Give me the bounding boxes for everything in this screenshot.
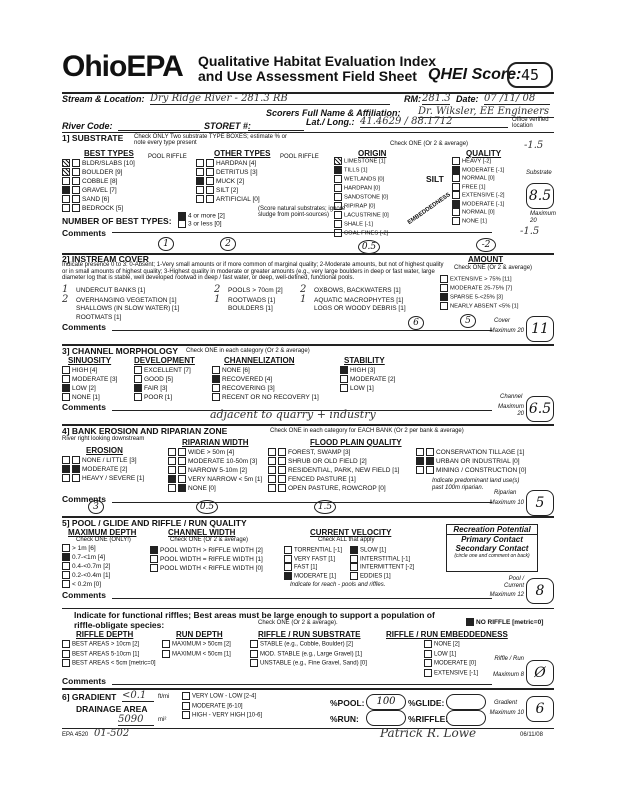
- erosion-header: EROSION: [86, 446, 123, 455]
- list-item[interactable]: OPEN PASTURE, ROWCROP [0]: [268, 484, 400, 493]
- list-item[interactable]: COAL FINES [-2]: [334, 229, 389, 238]
- riffle-section-title: Indicate for functional riffles; Best areas must be large enough to support a population of riffle-obligate species:: [74, 610, 435, 630]
- riparian-side-label: Riparian: [494, 490, 517, 496]
- no-riffle-option[interactable]: NO RIFFLE [metric=0]: [466, 618, 543, 627]
- drainage-area-unit: mi²: [158, 717, 167, 723]
- list-item[interactable]: LOW [1]: [340, 384, 395, 393]
- list-item[interactable]: NONE [6]: [212, 366, 319, 375]
- cover-right-list: [300, 286, 406, 314]
- riparian-width-header: RIPARIAN WIDTH: [182, 438, 249, 447]
- list-item[interactable]: 0.7-<1m [4]: [62, 553, 110, 562]
- latlong-label: Lat./ Long.:: [306, 117, 355, 127]
- list-item[interactable]: 3 or less [0]: [178, 220, 225, 228]
- list-item[interactable]: BLDR/SLABS [10]: [62, 159, 135, 168]
- list-item[interactable]: FAIR [3]: [134, 384, 191, 393]
- riffle-substrate-list: [250, 640, 367, 669]
- current-velocity-note-2: Indicate for reach - pools and riffles.: [290, 582, 386, 588]
- list-item[interactable]: SAND [6]: [62, 195, 135, 204]
- list-item[interactable]: RECENT OR NO RECOVERY [1]: [212, 393, 319, 402]
- run-pct-label: %RUN:: [330, 714, 359, 724]
- list-item[interactable]: 2 OVERHANGING VEGETATION [1]: [62, 293, 177, 305]
- gradient-list: [182, 692, 262, 721]
- list-item[interactable]: HIGH [4]: [62, 366, 117, 375]
- best-types-list: [62, 159, 135, 213]
- list-item[interactable]: BOULDER [9]: [62, 168, 135, 177]
- list-item[interactable]: EDDIES [1]: [350, 572, 414, 581]
- list-item[interactable]: MINING / CONSTRUCTION [0]: [416, 466, 526, 475]
- list-item[interactable]: 2 OXBOWS, BACKWATERS [1]: [300, 284, 401, 295]
- glide-pct-label: %GLIDE:: [408, 698, 445, 708]
- riffle-comments-label: Comments: [62, 676, 106, 686]
- river-code-label: River Code:: [62, 121, 113, 131]
- list-item[interactable]: 1 AQUATIC MACROPHYTES [1]: [300, 293, 404, 305]
- info-divider: [62, 132, 554, 133]
- form-code-handwritten: 01-502: [94, 728, 130, 739]
- list-item[interactable]: COBBLE [8]: [62, 177, 135, 186]
- list-item[interactable]: MODERATE [2]: [340, 375, 395, 384]
- max-depth-header: MAXIMUM DEPTH: [68, 528, 137, 537]
- riffle-pct-label: %RIFFLE:: [408, 714, 449, 724]
- list-item[interactable]: 1 ROOTWADS [1]: [214, 293, 276, 305]
- list-item[interactable]: NONE [1]: [62, 393, 117, 402]
- list-item[interactable]: WETLANDS [0]: [334, 175, 389, 184]
- list-item[interactable]: 0.4-<0.7m [2]: [62, 562, 110, 571]
- list-item[interactable]: VERY FAST [1]: [284, 555, 342, 564]
- riffle-check-note: Check ONE (Or 2 & average).: [258, 620, 338, 626]
- list-item[interactable]: LOW [2]: [62, 384, 117, 393]
- list-item[interactable]: WIDE > 50m [4]: [168, 448, 262, 457]
- cover-comments-label: Comments: [62, 322, 106, 332]
- riffle-max: Maximum 8: [492, 672, 524, 678]
- run-pct-box[interactable]: [366, 710, 406, 726]
- number-best-types-label: NUMBER OF BEST TYPES:: [62, 216, 172, 226]
- epa-form-number: EPA 4520: [62, 732, 89, 738]
- gradient-unit: ft/mi: [158, 694, 170, 700]
- amount-header: AMOUNT: [468, 255, 504, 264]
- list-item[interactable]: HARDPAN [0]: [334, 184, 389, 193]
- list-item[interactable]: SHRUB OR OLD FIELD [2]: [268, 457, 400, 466]
- current-velocity-list-2: [350, 546, 414, 580]
- list-item[interactable]: FENCED PASTURE [1]: [268, 475, 400, 484]
- riparian-score-box[interactable]: 5: [526, 490, 554, 516]
- pool-riffle-header-2: POOL RIFFLE: [280, 154, 319, 160]
- list-item[interactable]: > 1m [6]: [62, 544, 110, 553]
- quality-handwritten: -1.5: [524, 140, 544, 151]
- list-item[interactable]: URBAN OR INDUSTRIAL [0]: [416, 457, 526, 466]
- list-item[interactable]: INTERMITTENT [-2]: [350, 563, 414, 572]
- substrate-comments-field[interactable]: [112, 232, 492, 233]
- list-item[interactable]: SLOW [1]: [350, 546, 414, 555]
- recreation-title: Recreation Potential: [447, 525, 537, 535]
- riparian-list: [168, 448, 262, 493]
- riffle-depth-header: RIFFLE DEPTH: [76, 630, 134, 639]
- list-item[interactable]: LOW [1]: [424, 650, 478, 660]
- riffle-embeddedness-list: [424, 640, 478, 678]
- gradient-max: Maximum 10: [489, 710, 524, 716]
- substrate-handwritten-adjust: -1.5: [520, 226, 540, 237]
- list-item[interactable]: TILLS [1]: [334, 166, 389, 175]
- list-item[interactable]: 1 UNDERCUT BANKS [1]: [62, 284, 146, 295]
- river-right-note: River right looking downstream: [62, 436, 145, 442]
- best-types-header: BEST TYPES: [84, 149, 134, 158]
- list-item[interactable]: MUCK [2]: [196, 177, 260, 186]
- channel-side-label: Channel: [500, 394, 523, 400]
- current-velocity-header: CURRENT VELOCITY: [310, 528, 392, 537]
- channel-max: Maximum 20: [497, 404, 524, 417]
- riparian-max: Maximum 10: [489, 500, 524, 506]
- list-item[interactable]: FAST [1]: [284, 563, 342, 572]
- list-item[interactable]: SILT [2]: [196, 186, 260, 195]
- list-item[interactable]: 4 or more [2]: [178, 212, 225, 220]
- amount-list: [440, 275, 518, 311]
- gradient-side-label: Gradient: [494, 700, 518, 706]
- list-item[interactable]: POOL WIDTH > RIFFLE WIDTH [2]: [150, 546, 263, 555]
- sinuosity-list: [62, 366, 117, 402]
- gradient-divider: [62, 728, 554, 729]
- erosion-list: [62, 456, 144, 483]
- list-item[interactable]: NORMAL [0]: [452, 174, 505, 183]
- run-depth-header: RUN DEPTH: [176, 630, 223, 639]
- list-item[interactable]: MODERATE 10-50m [3]: [168, 457, 262, 466]
- riffle-comments-field[interactable]: [112, 684, 492, 685]
- max-depth-list: [62, 544, 110, 589]
- other-types-header: OTHER TYPES: [214, 149, 271, 158]
- origin-list: [334, 157, 389, 238]
- pool-pct-label: %POOL:: [330, 698, 365, 708]
- list-item[interactable]: HEAVY / SEVERE [1]: [62, 474, 144, 483]
- flood-plain-header: FLOOD PLAIN QUALITY: [310, 438, 402, 447]
- sludge-note: (Score natural substrates; ignore sludge from point-sources): [258, 206, 346, 218]
- cover-left-list: [62, 286, 179, 322]
- max-depth-note: Check ONE (ONLY!): [76, 537, 131, 543]
- substrate-check-one: Check ONE (Or 2 & average): [390, 141, 469, 147]
- list-item[interactable]: EXTENSIVE [-1]: [424, 669, 478, 679]
- pool-score-box[interactable]: 8: [526, 578, 554, 604]
- list-item[interactable]: STABLE (e.g., Cobble, Boulder) [2]: [250, 640, 367, 650]
- substrate-max: Maximum 20: [530, 211, 557, 224]
- channelization-list: [212, 366, 319, 402]
- list-item[interactable]: BEDROCK [5]: [62, 204, 135, 213]
- cover-score-box[interactable]: 11: [526, 316, 554, 342]
- list-item[interactable]: EXCELLENT [7]: [134, 366, 191, 375]
- stream-location-label: Stream & Location:: [62, 94, 145, 104]
- list-item[interactable]: NARROW 5-10m [2]: [168, 466, 262, 475]
- cover-side-label: Cover: [494, 318, 511, 324]
- list-item[interactable]: ARTIFICIAL [0]: [196, 195, 260, 204]
- list-item[interactable]: TORRENTIAL [-1]: [284, 546, 342, 555]
- list-item[interactable]: BOULDERS [1]: [228, 305, 273, 312]
- list-item[interactable]: SHALLOWS (IN SLOW WATER) [1]: [76, 305, 180, 312]
- list-item[interactable]: BEST AREAS < 5cm [metric=0]: [62, 659, 156, 669]
- development-list: [134, 366, 191, 402]
- rm-field[interactable]: 281.3: [422, 93, 451, 104]
- list-item[interactable]: MODERATE 25-75% [7]: [440, 284, 518, 293]
- channel-width-list: [150, 546, 263, 573]
- list-item[interactable]: HIGH - VERY HIGH [10-6]: [182, 711, 262, 721]
- substrate-note: Check ONLY Two substrate TYPE BOXES; estimate % or note every type present: [134, 134, 287, 146]
- list-item[interactable]: HEAVY [-2]: [452, 157, 505, 166]
- cover-score-circle-1: 6: [408, 316, 424, 330]
- list-item[interactable]: LOGS OR WOODY DEBRIS [1]: [314, 305, 406, 312]
- channel-width-note: Check ONE (Or 2 & average): [170, 537, 249, 543]
- flood-plain-list: [268, 448, 400, 493]
- ohio-epa-logo: OhioEPA: [62, 50, 183, 83]
- channel-width-header: CHANNEL WIDTH: [168, 528, 236, 537]
- channel-comments-label: Comments: [62, 402, 106, 412]
- storet-field[interactable]: [248, 120, 304, 131]
- riffle-side-label: Riffle / Run: [494, 656, 524, 662]
- list-item[interactable]: BEST AREAS > 10cm [2]: [62, 640, 156, 650]
- recreation-note: (circle one and comment on back): [454, 553, 530, 559]
- list-item[interactable]: NONE [2]: [424, 640, 478, 650]
- list-item[interactable]: MODERATE [2]: [62, 465, 144, 474]
- list-item[interactable]: NONE [1]: [452, 217, 505, 226]
- sinuosity-header: SINUOSITY: [68, 356, 112, 365]
- list-item[interactable]: RECOVERING [3]: [212, 384, 319, 393]
- riffle-substrate-header: RIFFLE / RUN SUBSTRATE: [258, 630, 361, 639]
- bank-score-circle-1: 3: [88, 500, 104, 514]
- section5-divider: [62, 608, 554, 609]
- list-item[interactable]: HARDPAN [4]: [196, 159, 260, 168]
- substrate-section-title: 1] SUBSTRATE: [62, 133, 124, 143]
- scorers-label: Scorers Full Name & Affiliation:: [266, 108, 401, 118]
- storet-label: STORET #:: [204, 121, 251, 131]
- date-label: Date:: [456, 94, 479, 104]
- list-item[interactable]: SPARSE 5-<25% [3]: [440, 293, 518, 302]
- recreation-potential-box: [446, 524, 538, 572]
- list-item[interactable]: LACUSTRINE [0]: [334, 211, 389, 220]
- rm-label: RM:: [404, 94, 421, 104]
- list-item[interactable]: EXTENSIVE > 75% [11]: [440, 275, 518, 284]
- pool-glide-title: 5] POOL / GLIDE AND RIFFLE / RUN QUALITY: [62, 518, 247, 528]
- flood-plain-list-2: [416, 448, 526, 475]
- list-item[interactable]: FREE [1]: [452, 183, 505, 192]
- instream-cover-title: 2] INSTREAM COVER: [62, 254, 149, 264]
- revision-date: 06/11/08: [520, 732, 543, 738]
- list-item[interactable]: MAXIMUM > 50cm [2]: [162, 640, 231, 650]
- gradient-score-box[interactable]: 6: [526, 696, 554, 722]
- bank-comments-label: Comments: [62, 494, 106, 504]
- list-item[interactable]: VERY NARROW < 5m [1]: [168, 475, 262, 484]
- list-item[interactable]: < 0.2m [0]: [62, 580, 110, 589]
- list-item[interactable]: 0.2-<0.4m [1]: [62, 571, 110, 580]
- secondary-contact[interactable]: Secondary Contact: [455, 544, 529, 553]
- gradient-title: 6] GRADIENT: [62, 692, 117, 702]
- list-item[interactable]: NONE / LITTLE [3]: [62, 456, 144, 465]
- channelization-header: CHANNELIZATION: [224, 356, 295, 365]
- predominant-land-use-note: Indicate predominant land use(s) past 100m riparian.: [432, 478, 520, 491]
- bank-comments-field[interactable]: [112, 502, 492, 503]
- list-item[interactable]: RESIDENTIAL, PARK, NEW FIELD [1]: [268, 466, 400, 475]
- substrate-side-label: Substrate: [526, 170, 552, 176]
- list-item[interactable]: POOR [1]: [134, 393, 191, 402]
- list-item[interactable]: SHALE [-1]: [334, 220, 389, 229]
- list-item[interactable]: BEST AREAS 5-10cm [1]: [62, 650, 156, 660]
- list-item[interactable]: HIGH [3]: [340, 366, 395, 375]
- best-count-options: [178, 212, 225, 228]
- list-item[interactable]: NEARLY ABSENT <5% [1]: [440, 302, 518, 311]
- stability-list: [340, 366, 395, 393]
- drainage-area-label: DRAINAGE AREA: [76, 704, 148, 714]
- substrate-score-box[interactable]: 8.5: [526, 183, 554, 209]
- instream-cover-note: Indicate presence 0 to 3: 0-Absent; 1-Very small amounts or if more common of marginal quality; 2-Moderate amounts, but not of highest quality or in small amounts of highest quality; 3-Highest quality in moderate or greater amounts (e.g., very large boulders in deep or fast water, large diameter log that is stable, well developed rootwad in deep / fast water, or deep, well-defined, functional pools.: [62, 262, 444, 281]
- list-item[interactable]: 2 POOLS > 70cm [2]: [214, 284, 283, 295]
- bank-score-circle-2: 0.5: [196, 500, 218, 514]
- development-header: DEVELOPMENT: [134, 356, 195, 365]
- embeddedness-label: EMBEDDEDNESS: [406, 192, 452, 226]
- run-depth-list: [162, 640, 231, 659]
- list-item[interactable]: MODERATE [6-10]: [182, 702, 262, 712]
- list-item[interactable]: EXTENSIVE [-2]: [452, 191, 505, 200]
- substrate-score-circle-2: 2: [220, 237, 236, 251]
- channel-comments-handwritten: adjacent to quarry + industry: [210, 408, 376, 421]
- cover-score-circle-2: 5: [460, 314, 476, 328]
- list-item[interactable]: MODERATE [3]: [62, 375, 117, 384]
- origin-header: ORIGIN: [358, 149, 387, 158]
- list-item[interactable]: SANDSTONE [0]: [334, 193, 389, 202]
- pool-pct-box[interactable]: 100: [366, 694, 406, 710]
- pool-comments-field[interactable]: [112, 598, 492, 599]
- list-item[interactable]: MAXIMUM < 50cm [1]: [162, 650, 231, 660]
- quality-header: QUALITY: [466, 149, 502, 158]
- signature: Patrick R. Lowe: [380, 726, 477, 740]
- list-item[interactable]: CONSERVATION TILLAGE [1]: [416, 448, 526, 457]
- list-item[interactable]: MOD. STABLE (e.g., Large Gravel) [1]: [250, 650, 367, 660]
- bank-erosion-title: 4] BANK EROSION AND RIPARIAN ZONE: [62, 426, 228, 436]
- list-item[interactable]: ROOTMATS [1]: [76, 313, 122, 321]
- scorers-field[interactable]: Dr. Wiksler, EE Engineers: [418, 106, 554, 118]
- amount-note: Check ONE (Or 2 & average): [454, 265, 533, 271]
- pool-max: Maximum 12: [489, 592, 524, 598]
- date-field[interactable]: 07 /11/ 08: [484, 93, 550, 105]
- substrate-score-circle-3: 0.5: [358, 240, 380, 254]
- list-item[interactable]: FOREST, SWAMP [3]: [268, 448, 400, 457]
- latlong-field[interactable]: 41.4629 / 88.1712: [360, 116, 508, 128]
- cover-comments-field[interactable]: [112, 330, 492, 331]
- pool-side-label: Pool / Current: [503, 576, 524, 589]
- riffle-embeddedness-header: RIFFLE / RUN EMBEDDEDNESS: [386, 630, 508, 639]
- channel-score-box[interactable]: 6.5: [526, 396, 554, 422]
- list-item[interactable]: VERY LOW - LOW [2-4]: [182, 692, 262, 702]
- list-item[interactable]: NONE [0]: [168, 484, 262, 493]
- bank-score-circle-3: 1.5: [314, 500, 336, 514]
- riffle-score-box[interactable]: Ø: [526, 660, 554, 686]
- list-item[interactable]: POOL WIDTH = RIFFLE WIDTH [1]: [150, 555, 263, 564]
- list-item[interactable]: MODERATE [-1]: [452, 200, 505, 209]
- list-item[interactable]: INTERSTITIAL [-1]: [350, 555, 414, 564]
- list-item[interactable]: NORMAL [0]: [452, 208, 505, 217]
- other-types-list: [196, 159, 260, 204]
- list-item[interactable]: LIMESTONE [1]: [334, 157, 389, 166]
- substrate-comments-label: Comments: [62, 228, 106, 238]
- list-item[interactable]: RIP/RAP [0]: [334, 202, 389, 211]
- current-velocity-list: [284, 546, 342, 580]
- list-item[interactable]: UNSTABLE (e.g., Fine Gravel, Sand) [0]: [250, 659, 367, 669]
- riffle-depth-list: [62, 640, 156, 669]
- cover-mid-list: [214, 286, 283, 314]
- cover-max: Maximum 20: [489, 328, 524, 334]
- primary-contact[interactable]: Primary Contact: [461, 535, 523, 544]
- stability-header: STABILITY: [344, 356, 385, 365]
- qhei-score-box[interactable]: 45: [507, 62, 553, 88]
- office-verified-label: Office verified location: [512, 117, 549, 129]
- quality-list: [452, 157, 505, 225]
- riffle-pct-box[interactable]: [446, 710, 486, 726]
- list-item[interactable]: POOL WIDTH < RIFFLE WIDTH [0]: [150, 564, 263, 573]
- bank-erosion-note: Check ONE in each category for EACH BANK (Or 2 per bank & average): [270, 428, 464, 434]
- silt-label: SILT: [426, 174, 444, 184]
- channel-morphology-note: Check ONE in each category (Or 2 & average): [186, 348, 310, 354]
- pool-comments-label: Comments: [62, 590, 106, 600]
- list-item[interactable]: MODERATE [-1]: [452, 166, 505, 175]
- list-item[interactable]: GOOD [5]: [134, 375, 191, 384]
- list-item[interactable]: MODERATE [0]: [424, 659, 478, 669]
- gradient-field[interactable]: <0.1: [122, 690, 154, 702]
- substrate-score-circle-1: 1: [158, 237, 174, 251]
- list-item[interactable]: MODERATE [1]: [284, 572, 342, 581]
- river-code-field[interactable]: [118, 120, 200, 131]
- form-title-line2: and Use Assessment Field Sheet: [198, 68, 417, 84]
- list-item[interactable]: GRAVEL [7]: [62, 186, 135, 195]
- qhei-score-label: QHEI Score:: [428, 66, 522, 83]
- list-item[interactable]: RECOVERED [4]: [212, 375, 319, 384]
- glide-pct-box[interactable]: [446, 694, 486, 710]
- drainage-area-field[interactable]: 5090: [118, 714, 154, 726]
- list-item[interactable]: DETRITUS [3]: [196, 168, 260, 177]
- current-velocity-note: Check ALL that apply: [318, 537, 375, 543]
- form-title-line1: Qualitative Habitat Evaluation Index: [198, 53, 437, 69]
- stream-location-field[interactable]: Dry Ridge River - 281.3 RB: [150, 93, 390, 105]
- channel-morphology-title: 3] CHANNEL MORPHOLOGY: [62, 346, 179, 356]
- substrate-score-circle-4: -2: [476, 238, 496, 252]
- pool-riffle-header: POOL RIFFLE: [148, 154, 187, 160]
